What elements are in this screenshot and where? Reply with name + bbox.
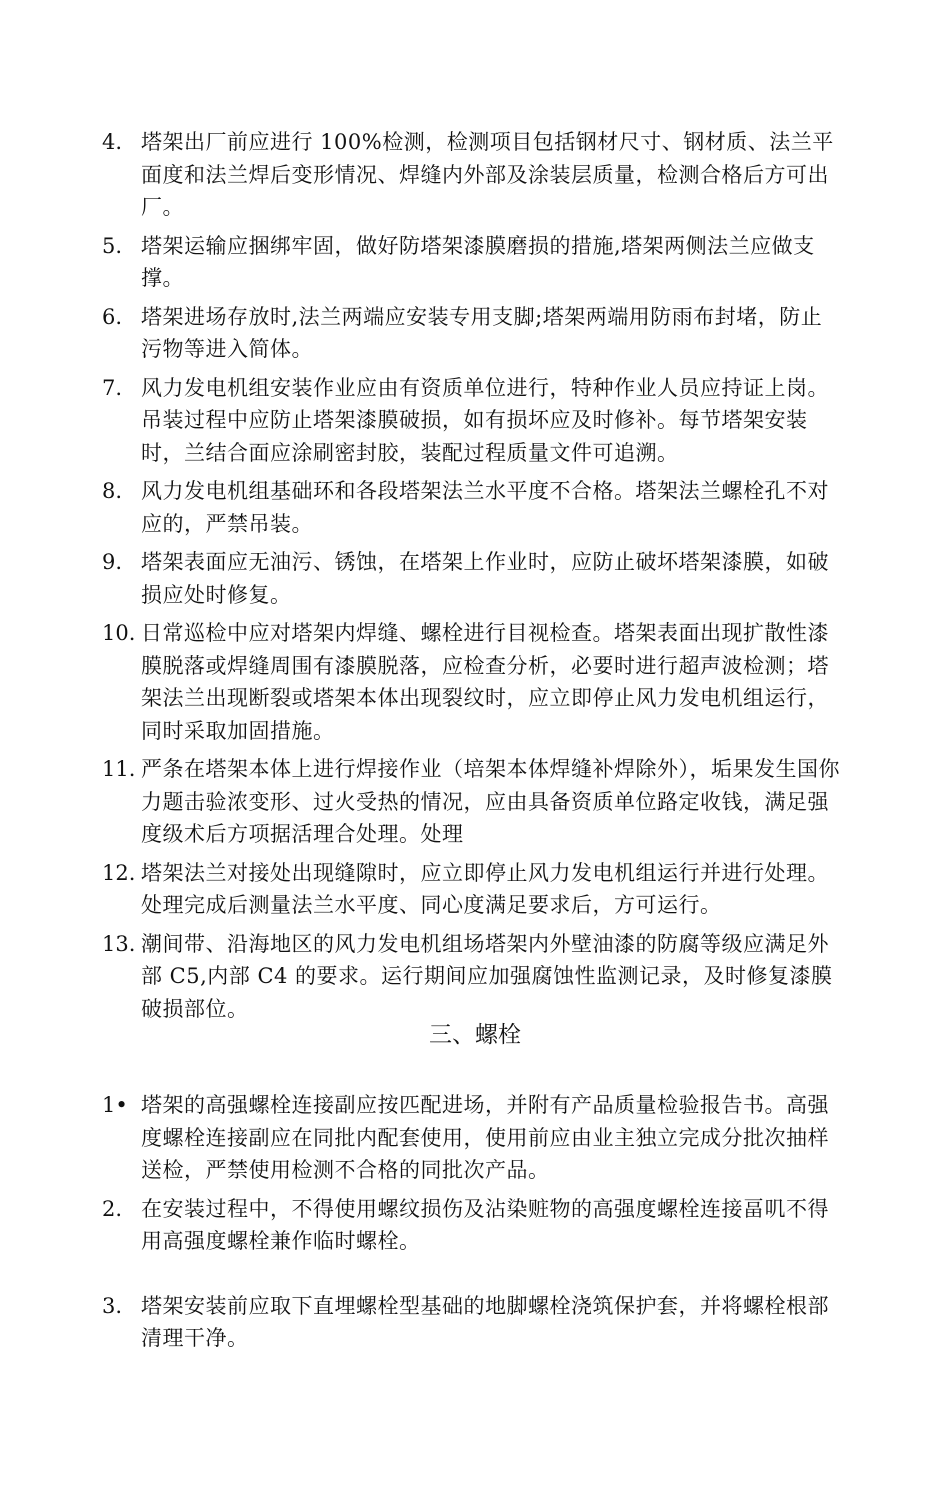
item-text: 在安装过程中，不得使用螺纹损伤及沾染赃物的高强度螺栓连接畐叽不得用高强度螺栓兼作临时螺栓。	[141, 1196, 829, 1253]
item-text: 塔架出厂前应进行 100%检测，检测项目包括钢材尺寸、钢材质、法兰平面度和法兰焊后变形情况、焊缝内外部及涂装层质量，检测合格后方可出厂。	[141, 130, 834, 219]
item-text: 风力发电机组基础环和各段塔架法兰水平度不合格。塔架法兰螺栓孔不对应的，严禁吊装。	[141, 479, 829, 536]
list-item	[0, 475, 950, 540]
item-number: 8.	[102, 479, 123, 503]
item-number: 2.	[102, 1196, 123, 1221]
item-number: 13.	[102, 931, 136, 956]
item-number: 3.	[102, 1293, 123, 1318]
list-item	[0, 1290, 950, 1355]
item-text: 日常巡检中应对塔架内焊缝、螺栓进行目视检查。塔架表面出现扩散性漆膜脱落或焊缝周围有漆膜脱落，应检查分析，必要时进行超声波检测；塔架法兰出现断裂或塔架本体出现裂纹时，应立即停止风力发电机组运行，同时采取加固措施。	[141, 621, 829, 743]
item-number: 7.	[102, 375, 123, 400]
list-item	[0, 928, 950, 1026]
list-item	[0, 230, 950, 295]
item-number: 12.	[102, 860, 136, 885]
item-text: 塔架表面应无油污、锈蚀，在塔架上作业时，应防止破坏塔架漆膜，如破损应处时修复。	[141, 550, 829, 607]
item-number: 11.	[102, 757, 136, 781]
item-text: 风力发电机组安装作业应由有资质单位进行，特种作业人员应持证上岗。吊装过程中应防止塔架漆膜破损，如有损坏应及时修补。每节塔架安装时，兰结合面应涂刷密封胶，装配过程质量文件可追溯。	[141, 375, 829, 465]
tower-requirements-list	[0, 126, 950, 1031]
list-item	[0, 301, 950, 366]
bolt-requirements-list	[0, 1089, 950, 1361]
item-number: 10.	[102, 621, 136, 645]
list-item	[0, 617, 950, 747]
item-number: 6.	[102, 304, 123, 329]
item-text: 塔架安装前应取下直埋螺栓型基础的地脚螺栓浇筑保护套，并将螺栓根部清理干净。	[141, 1293, 829, 1350]
item-text: 塔架法兰对接处出现缝隙时，应立即停止风力发电机组运行并进行处理。处理完成后测量法兰水平度、同心度满足要求后，方可运行。	[141, 860, 829, 917]
list-item	[0, 1193, 950, 1258]
item-text: 潮间带、沿海地区的风力发电机组场塔架内外壁油漆的防腐等级应满足外部 C5,内部 C4 的要求。运行期间应加强腐蚀性监测记录，及时修复漆膜破损部位。	[141, 931, 833, 1021]
item-number: 5.	[102, 233, 123, 258]
item-text: 塔架的高强螺栓连接副应按匹配进场，并附有产品质量检验报告书。高强度螺栓连接副应在同批内配套使用，使用前应由业主独立完成分批次抽样送检，严禁使用检测不合格的同批次产品。	[141, 1093, 829, 1182]
item-number: 4.	[102, 130, 123, 154]
list-item	[0, 546, 950, 611]
section-heading: 三、螺栓	[429, 1022, 521, 1048]
item-text: 严条在塔架本体上进行焊接作业（培架本体焊缝补焊除外），垢果发生国你力题击验浓变形、过火受热的情况，应由具备资质单位路定收钱，满足强度级术后方项据活理合处理。处理	[141, 757, 840, 846]
list-item	[0, 857, 950, 922]
list-item	[0, 1089, 950, 1187]
item-number: 1•	[102, 1093, 128, 1117]
list-item	[0, 126, 950, 224]
item-text: 塔架进场存放时,法兰两端应安装专用支脚;塔架两端用防雨布封堵，防止污物等进入简体。	[141, 304, 823, 361]
list-item	[0, 372, 950, 470]
item-number: 9.	[102, 550, 123, 574]
list-item	[0, 753, 950, 851]
item-text: 塔架运输应捆绑牢固，做好防塔架漆膜磨损的措施,塔架两侧法兰应做支撑。	[141, 233, 815, 290]
